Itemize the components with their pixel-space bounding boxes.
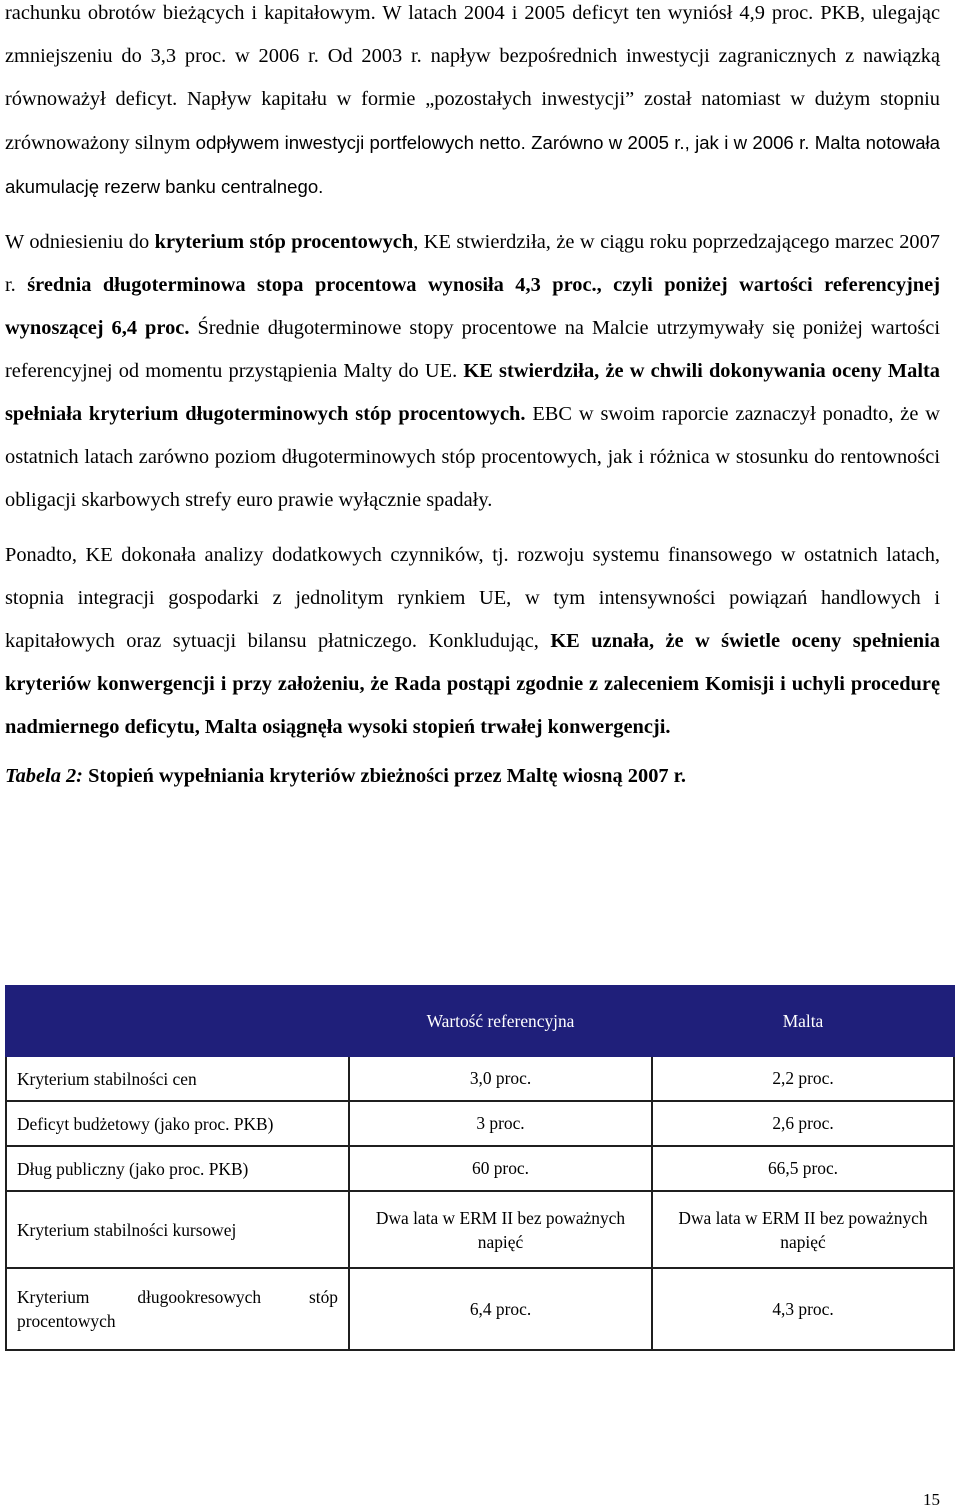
table-cell: 3 proc. [349,1101,652,1146]
paragraph-bold: KE stwierdziła, że w chwili dokonywania oceny Malta spełniała kryterium długoterminowych stóp procentowych. [5,360,940,425]
page-number: 15 [923,1490,940,1509]
table-cell: 60 proc. [349,1146,652,1191]
table-row [6,1056,954,1101]
paragraph-bold: średnia długoterminowa stopa procentowa wynosiła 4,3 proc., czyli poniżej wartości referencyjnej wynoszącej 6,4 proc. [5,274,940,339]
table-header-row [6,986,954,1056]
paragraph-interest-rates [5,221,940,522]
table-cell: Dwa lata w ERM II bez poważnych napięć [349,1191,652,1268]
table-header-cell: Wartość referencyjna [349,986,652,1056]
paragraph-text: Średnie długoterminowe stopy procentowe na Malcie utrzymywały się poniżej wartości referencyjnej od momentu przystąpienia Malty do UE. [5,317,940,382]
paragraph-text: rachunku obrotów bieżących i kapitałowym. W latach 2004 i 2005 deficyt ten wyniósł 4,9 proc. PKB, ulegając zmniejszeniu do 3,3 proc. w 2006 r. Od 2003 r. napływ bezpośrednich inwestycji zagranicznych z nawiązką równoważył deficyt. Napływ kapitału w formie „pozostałych inwestycji” został natomiast w dużym stopniu zrównoważony silnym [5,2,940,154]
table-cell: 66,5 proc. [652,1146,954,1191]
table-cell: Kryterium stabilności kursowej [6,1191,349,1268]
table-row [6,1268,954,1350]
paragraph-text-sans: odpływem inwestycji portfelowych netto. Zarówno w 2005 r., jak i w 2006 r. Malta notowała akumulację rezerw banku centralnego. [5,132,941,197]
table-cell: 3,0 proc. [349,1056,652,1101]
table-cell: Kryterium stabilności cen [6,1056,349,1101]
document-body [5,0,940,791]
paragraph-text: Ponadto, KE dokonała analizy dodatkowych czynników, tj. rozwoju systemu finansowego w ostatnich latach, stopnia integracji gospodarki z jednolitym rynkiem UE, w tym intensywności powiązań handlowych i kapitałowych oraz sytuacji bilansu płatniczego. Konkludując, [5,544,940,652]
table-row [6,1146,954,1191]
table-cell: Kryterium długookresowych stóp procentowych [6,1268,349,1350]
table-cell: 4,3 proc. [652,1268,954,1350]
paragraph-conclusion [5,534,940,749]
table-cell: 2,6 proc. [652,1101,954,1146]
table-caption-text: Stopień wypełniania kryteriów zbieżności przez Maltę wiosną 2007 r. [82,765,686,787]
paragraph-text: , KE stwierdziła, że w ciągu roku poprzedzającego marzec 2007 r. [5,231,940,296]
paragraph-text: EBC w swoim raporcie zaznaczył ponadto, że w ostatnich latach zarówno poziom długoterminowych stóp procentowych, jak i różnica w stosunku do rentowności obligacji skarbowych strefy euro prawie wyłącznie spadały. [5,403,940,511]
table-header-cell [6,986,349,1056]
paragraph-text: W odniesieniu do [5,231,155,253]
table-row [6,1191,954,1268]
paragraph-bold: KE uznała, że w świetle oceny spełnienia kryteriów konwergencji i przy założeniu, że Rada postąpi zgodnie z zaleceniem Komisji i uchyli procedurę nadmiernego deficytu, Malta osiągnęła wysoki stopień trwałej konwergencji. [5,630,940,738]
table-cell: Dług publiczny (jako proc. PKB) [6,1146,349,1191]
table-cell: Dwa lata w ERM II bez poważnych napięć [652,1191,954,1268]
table-header-cell: Malta [652,986,954,1056]
table-cell: 2,2 proc. [652,1056,954,1101]
table-cell: Deficyt budżetowy (jako proc. PKB) [6,1101,349,1146]
table-caption-label: Tabela 2: [5,765,83,787]
table-caption [5,761,940,791]
paragraph-balance-of-payments [5,0,940,209]
paragraph-bold: kryterium stóp procentowych [154,231,414,253]
convergence-criteria-table [5,985,955,1351]
table-cell: 6,4 proc. [349,1268,652,1350]
table-row [6,1101,954,1146]
